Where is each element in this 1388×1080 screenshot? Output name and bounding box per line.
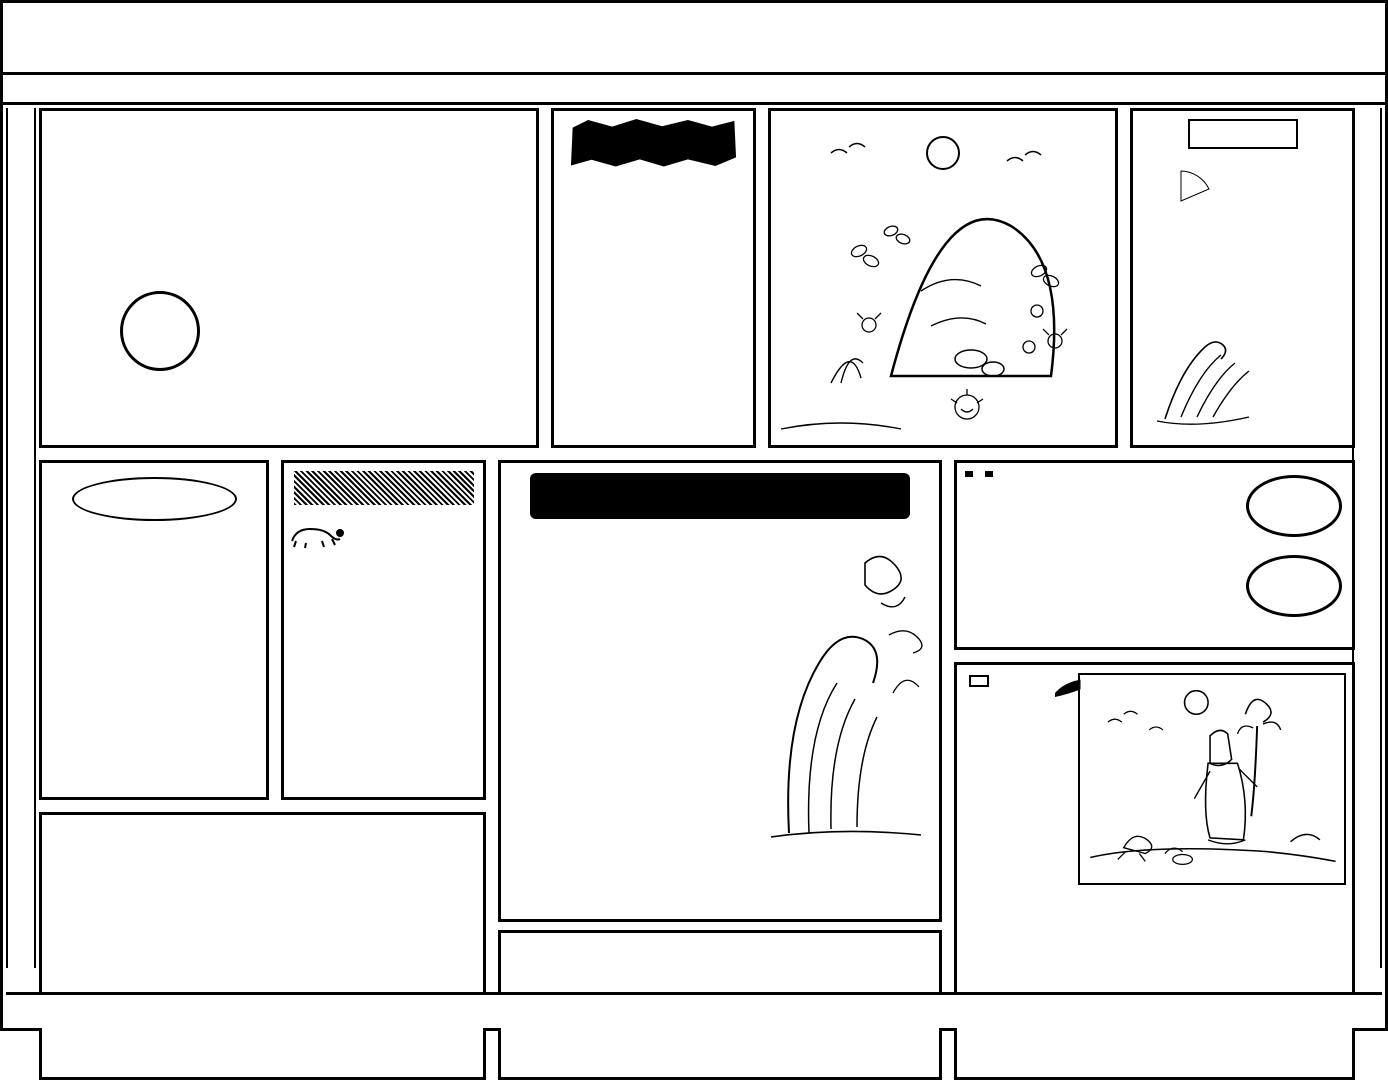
logo-panel: [39, 108, 539, 448]
open-circle-number-2: [1246, 555, 1342, 617]
masthead: [3, 3, 1385, 75]
spirit-code-text: [511, 535, 599, 785]
rock-landscape-illustration: [771, 111, 1115, 445]
content-grid: [39, 108, 1355, 968]
special-title: [72, 477, 237, 521]
open-circle-number-1: [1246, 475, 1342, 537]
tag-current-period-1: [965, 471, 973, 477]
lucky-banner: [568, 119, 740, 167]
results-panel: [39, 812, 486, 1080]
scholar-tree-illustration: [1078, 673, 1346, 885]
poem-banner: [294, 471, 474, 505]
moon-shape-icon: [1141, 167, 1221, 237]
special-numbers-panel: [39, 460, 269, 800]
footer-notice: [6, 992, 1382, 1028]
lucky-numbers-panel: [551, 108, 756, 448]
explanation-title: [969, 675, 989, 687]
search-map-title: [1188, 119, 1298, 149]
illustration-panel: [768, 108, 1118, 448]
search-map-panel: [1130, 108, 1355, 448]
eight-immortals-row: [501, 937, 939, 941]
marksix-strip-top: [3, 75, 1385, 105]
tag-current-period-2: [985, 471, 993, 477]
spirit-code-title: [530, 473, 910, 519]
open-results-panel: [954, 460, 1355, 650]
results-title: [42, 815, 483, 821]
poem-panel: [281, 460, 486, 800]
special-numbers-grid: [42, 543, 266, 577]
zodiac-icon: [284, 519, 483, 549]
marksix-strip-right: [1352, 108, 1382, 968]
marksix-strip-left: [6, 108, 36, 968]
sage-rock-illustration: [761, 543, 931, 843]
hand-drawing: [1151, 309, 1281, 429]
spirit-code-panel: [498, 460, 942, 922]
lucky-numbers-grid: [554, 189, 753, 245]
seal-stamp: [120, 291, 200, 371]
